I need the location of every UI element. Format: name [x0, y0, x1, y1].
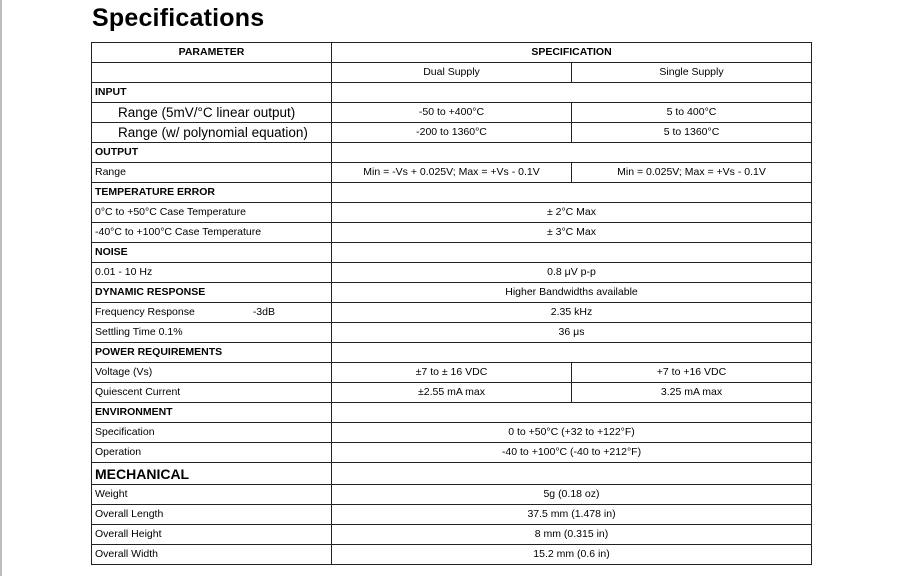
- page-left-edge: [0, 0, 2, 576]
- param-label: Range (5mV/°C linear output): [92, 103, 332, 123]
- section-row-power: [92, 343, 812, 363]
- param-label: 0.01 - 10 Hz: [92, 263, 332, 283]
- table-row: [92, 123, 812, 143]
- table-row: [92, 443, 812, 463]
- header-row: [92, 43, 812, 63]
- param-label: Range: [92, 163, 332, 183]
- dual-value: -50 to +400°C: [332, 103, 572, 123]
- table-row: [92, 363, 812, 383]
- section-note: Higher Bandwidths available: [332, 283, 812, 303]
- specification-header: SPECIFICATION: [332, 43, 812, 63]
- param-label: Range (w/ polynomial equation): [92, 123, 332, 143]
- single-supply-header: Single Supply: [572, 63, 812, 83]
- section-row-mechanical: [92, 463, 812, 485]
- table-row: [92, 163, 812, 183]
- section-environment: ENVIRONMENT: [92, 403, 332, 423]
- spec-value: ± 3°C Max: [332, 223, 812, 243]
- subheader-blank: [92, 63, 332, 83]
- spec-value: -40 to +100°C (-40 to +212°F): [332, 443, 812, 463]
- section-power: POWER REQUIREMENTS: [92, 343, 332, 363]
- single-value: 5 to 1360°C: [572, 123, 812, 143]
- spec-value: 0.8 μV p-p: [332, 263, 812, 283]
- param-label: [92, 303, 332, 323]
- param-label: Overall Width: [92, 545, 332, 565]
- table-row: [92, 505, 812, 525]
- section-row-noise: [92, 243, 812, 263]
- section-output: OUTPUT: [92, 143, 332, 163]
- param-label: Settling Time 0.1%: [92, 323, 332, 343]
- param-label: Specification: [92, 423, 332, 443]
- table-row: [92, 525, 812, 545]
- param-label: Quiescent Current: [92, 383, 332, 403]
- table-row: [92, 303, 812, 323]
- section-row-output: [92, 143, 812, 163]
- section-row-input: [92, 83, 812, 103]
- param-condition: -3dB: [252, 306, 275, 319]
- param-label: -40°C to +100°C Case Temperature: [92, 223, 332, 243]
- param-label: Overall Height: [92, 525, 332, 545]
- table-row: [92, 323, 812, 343]
- table-row: [92, 545, 812, 565]
- param-label: Weight: [92, 485, 332, 505]
- section-row-temperature-error: [92, 183, 812, 203]
- param-label: Operation: [92, 443, 332, 463]
- single-value: Min = 0.025V; Max = +Vs - 0.1V: [572, 163, 812, 183]
- table-row: [92, 383, 812, 403]
- dual-supply-header: Dual Supply: [332, 63, 572, 83]
- section-mechanical: MECHANICAL: [92, 463, 332, 485]
- table-row: [92, 223, 812, 243]
- spec-value: 15.2 mm (0.6 in): [332, 545, 812, 565]
- spec-value: 0 to +50°C (+32 to +122°F): [332, 423, 812, 443]
- subheader-row: [92, 63, 812, 83]
- single-value: 3.25 mA max: [572, 383, 812, 403]
- table-row: [92, 103, 812, 123]
- section-row-dynamic-response: [92, 283, 812, 303]
- param-label: Overall Length: [92, 505, 332, 525]
- section-temperature-error: TEMPERATURE ERROR: [92, 183, 332, 203]
- section-input: INPUT: [92, 83, 332, 103]
- param-name: Frequency Response: [95, 306, 195, 319]
- parameter-header: PARAMETER: [92, 43, 332, 63]
- dual-value: Min = -Vs + 0.025V; Max = +Vs - 0.1V: [332, 163, 572, 183]
- section-dynamic-response: DYNAMIC RESPONSE: [92, 283, 332, 303]
- spec-value: 36 μs: [332, 323, 812, 343]
- spec-value: 2.35 kHz: [332, 303, 812, 323]
- spec-value: 5g (0.18 oz): [332, 485, 812, 505]
- spec-value: 8 mm (0.315 in): [332, 525, 812, 545]
- param-label: 0°C to +50°C Case Temperature: [92, 203, 332, 223]
- table-row: [92, 203, 812, 223]
- table-row: [92, 263, 812, 283]
- spec-value: 37.5 mm (1.478 in): [332, 505, 812, 525]
- single-value: +7 to +16 VDC: [572, 363, 812, 383]
- table-row: [92, 485, 812, 505]
- page-title: Specifications: [92, 4, 265, 32]
- single-value: 5 to 400°C: [572, 103, 812, 123]
- param-label: Voltage (Vs): [92, 363, 332, 383]
- table-row: [92, 423, 812, 443]
- specifications-table: [91, 42, 812, 565]
- spec-value: ± 2°C Max: [332, 203, 812, 223]
- section-row-environment: [92, 403, 812, 423]
- dual-value: ±7 to ± 16 VDC: [332, 363, 572, 383]
- section-noise: NOISE: [92, 243, 332, 263]
- dual-value: ±2.55 mA max: [332, 383, 572, 403]
- dual-value: -200 to 1360°C: [332, 123, 572, 143]
